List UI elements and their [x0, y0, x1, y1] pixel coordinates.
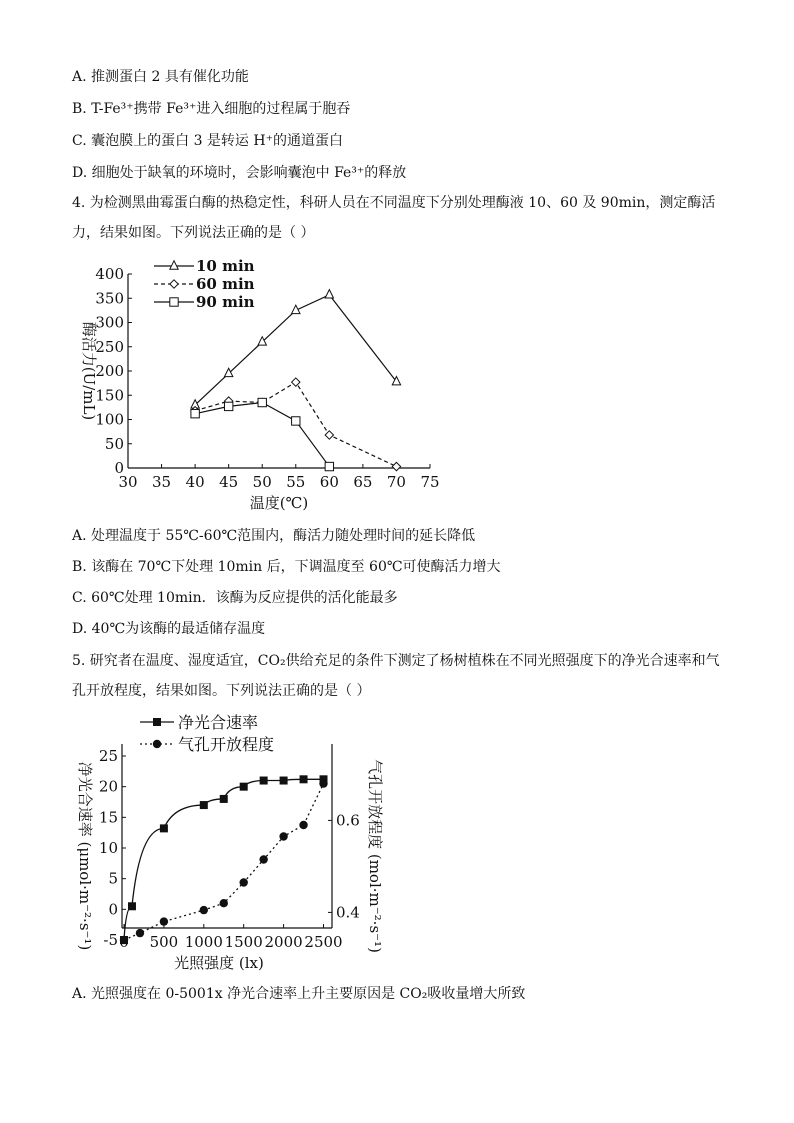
x-tick-label: 500 [149, 933, 179, 951]
data-point [280, 777, 288, 785]
enzyme-activity-chart [70, 256, 450, 518]
y-tick-label: 15 [98, 808, 118, 827]
y-tick-label: 20 [98, 777, 118, 796]
x-tick-label: 75 [420, 473, 440, 491]
x-tick-label: 1000 [184, 933, 223, 951]
y-tick-label: 200 [95, 362, 124, 380]
legend-label: 气孔开放程度 [178, 735, 275, 754]
data-point [240, 878, 248, 886]
x-tick-label: 70 [386, 473, 406, 491]
x-tick-label: 2000 [264, 933, 303, 951]
data-point [160, 824, 168, 832]
data-point [260, 777, 268, 785]
data-point [292, 378, 300, 386]
y-tick-label: 100 [95, 410, 124, 429]
y-tick-label: 50 [104, 434, 124, 453]
q4-option-d: D. 40℃为该酶的最适储存温度 [72, 621, 266, 637]
data-point [325, 290, 333, 298]
data-point [279, 832, 287, 840]
x-tick-label: 55 [286, 473, 306, 491]
x-tick-label: 40 [185, 473, 205, 491]
q4-option-b: B. 该酶在 70℃下处理 10min 后，下调温度至 60℃可使酶活力增大 [72, 559, 501, 575]
legend-label: 60 min [196, 275, 255, 293]
y-tick-label: 0 [108, 900, 118, 919]
data-point [258, 398, 266, 406]
y-tick-label: 400 [95, 265, 124, 283]
data-point [325, 431, 333, 439]
y-tick-label: 25 [98, 747, 118, 765]
y-tick-label: 5 [108, 869, 118, 888]
data-point [240, 783, 248, 791]
series-line-net-photosynthesis [124, 779, 324, 940]
data-point [200, 801, 208, 809]
y-tick-label: -5 [103, 931, 118, 949]
q4-option-a: A. 处理温度于 55℃-60℃范围内，酶活力随处理时间的延长降低 [72, 528, 476, 544]
x-tick-label: 1500 [224, 933, 263, 951]
data-point [299, 821, 307, 829]
data-point [300, 775, 308, 783]
series-line-90min [195, 403, 329, 467]
q3-option-a: A. 推测蛋白 2 具有催化功能 [72, 69, 249, 85]
y-tick-label: 350 [95, 289, 124, 308]
data-point [258, 337, 266, 345]
q3-option-c: C. 囊泡膜上的蛋白 3 是转运 H⁺的通道蛋白 [72, 133, 343, 149]
data-point [325, 462, 333, 470]
x-tick-label: 50 [252, 473, 272, 491]
legend-label: 净光合速率 [178, 713, 259, 732]
legend-label: 90 min [196, 293, 255, 311]
data-point [220, 795, 228, 803]
data-point [224, 402, 232, 410]
data-point [259, 855, 267, 863]
data-point [191, 409, 199, 417]
q5-option-a: A. 光照强度在 0-5001x 净光合速率上升主要原因是 CO₂吸收量增大所致 [72, 986, 526, 1002]
x-tick-label: 60 [319, 473, 339, 491]
data-point [120, 936, 128, 944]
y-right-tick-label: 0.6 [336, 811, 360, 830]
y-right-axis-title: 气孔开放程度 (mol·m⁻²·s⁻¹) [366, 759, 384, 953]
legend-marker [170, 298, 178, 306]
x-tick-label: 30 [118, 473, 138, 491]
data-point [128, 902, 136, 910]
data-point [220, 899, 228, 907]
x-axis-title: 光照强度 (lx) [174, 954, 264, 972]
y-tick-label: 300 [95, 313, 124, 332]
legend-label: 10 min [196, 257, 255, 275]
y-tick-label: 0 [114, 459, 124, 477]
q5-stem-line2: 孔开放程度，结果如图。下列说法正确的是（ ） [72, 683, 371, 699]
data-point [200, 906, 208, 914]
legend-marker [170, 261, 178, 269]
data-point [319, 779, 327, 787]
data-point [224, 368, 232, 376]
q4-stem-line2: 力，结果如图。下列说法正确的是（ ） [72, 225, 315, 241]
x-axis-title: 温度(℃) [249, 494, 309, 512]
x-tick-label: 45 [219, 473, 239, 491]
series-line-stomatal-opening [124, 784, 324, 940]
legend-marker [170, 280, 178, 288]
y-axis-title: 净光合速率 (μmol·m⁻²·s⁻¹) [76, 761, 94, 951]
y-tick-label: 150 [95, 386, 124, 405]
q4-option-c: C. 60℃处理 10min．该酶为反应提供的活化能最多 [72, 590, 398, 606]
y-right-tick-label: 0.4 [336, 903, 360, 922]
photosynthesis-chart [70, 708, 400, 978]
y-tick-label: 10 [98, 839, 118, 857]
q3-option-d: D. 细胞处于缺氧的环境时，会影响囊泡中 Fe³⁺的释放 [72, 165, 407, 181]
data-point [392, 462, 400, 470]
x-tick-label: 65 [353, 473, 373, 491]
q5-stem-line1: 5. 研究者在温度、湿度适宜，CO₂供给充足的条件下测定了杨树植株在不同光照强度下的净光合速率和气 [72, 653, 720, 669]
legend-marker [153, 718, 161, 726]
data-point [292, 417, 300, 425]
data-point [160, 917, 168, 925]
q4-stem-line1: 4. 为检测黑曲霉蛋白酶的热稳定性，科研人员在不同温度下分别处理酶液 10、60 及 90min，测定酶活 [72, 195, 716, 211]
x-tick-label: 35 [152, 473, 172, 491]
legend-marker [153, 740, 161, 748]
data-point [136, 929, 144, 937]
y-axis-title: 酶活力(U/mL) [80, 321, 98, 421]
x-tick-label: 2500 [304, 933, 343, 951]
y-tick-label: 250 [95, 337, 124, 356]
q3-option-b: B. T-Fe³⁺携带 Fe³⁺进入细胞的过程属于胞吞 [72, 101, 351, 117]
